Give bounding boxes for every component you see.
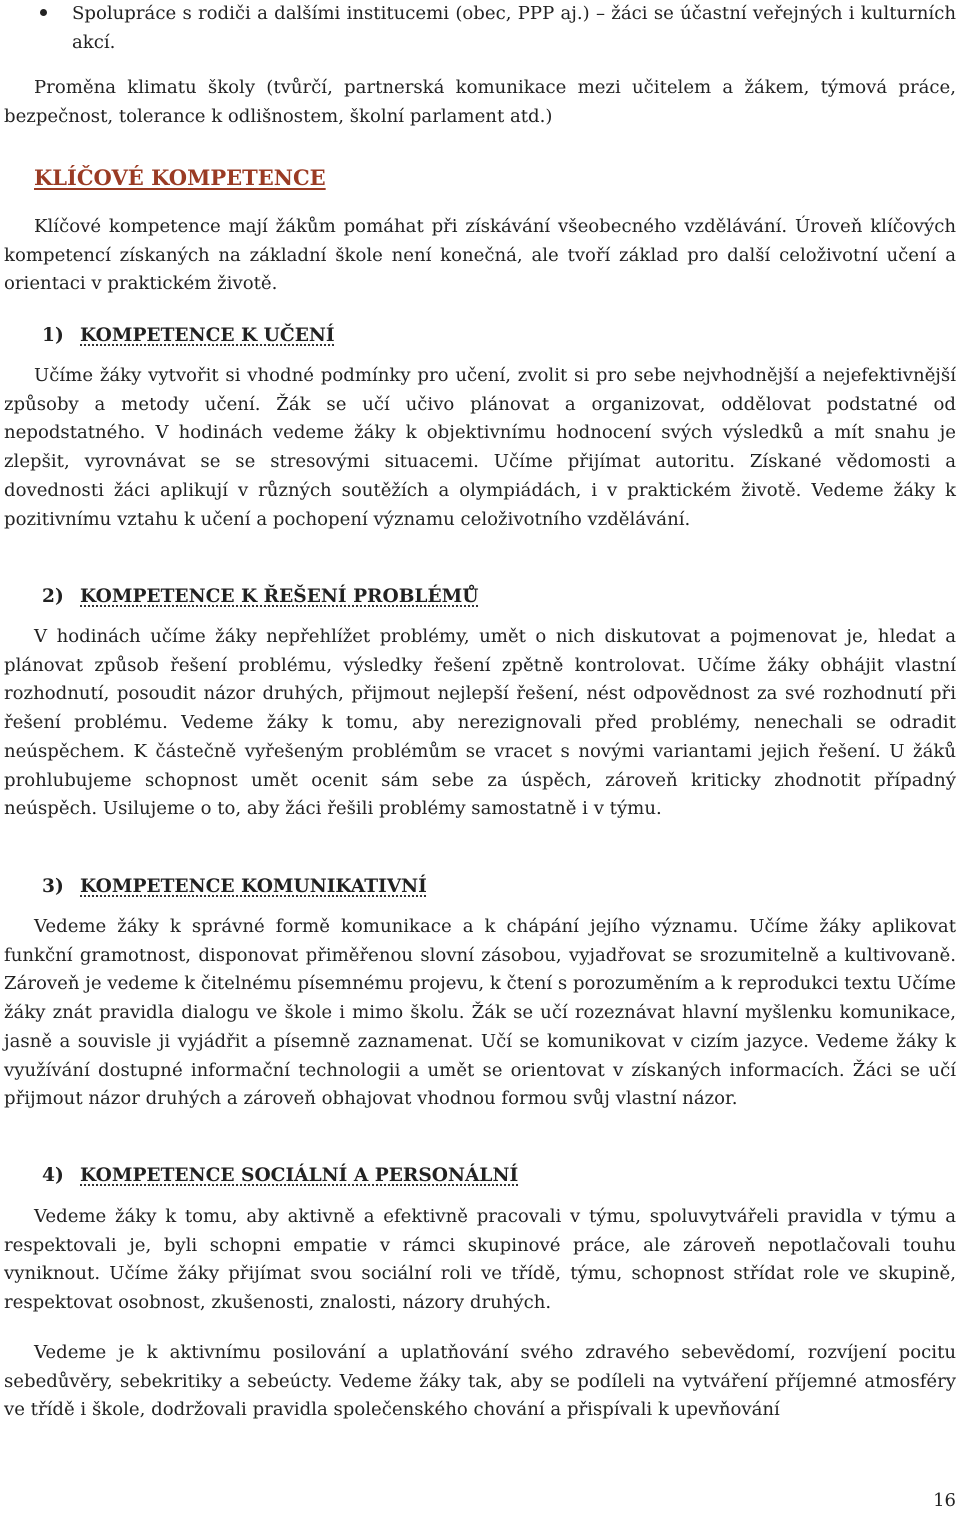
section-title: KOMPETENCE SOCIÁLNÍ A PERSONÁLNÍ — [80, 1165, 519, 1186]
section-heading-3 — [42, 873, 427, 901]
climate-paragraph — [4, 74, 956, 131]
section-heading-1 — [42, 322, 335, 350]
section-title: KOMPETENCE KOMUNIKATIVNÍ — [80, 876, 427, 897]
bullet-text: Spolupráce s rodiči a dalšími institucemi (obec, PPP aj.) – žáci se účastní veřejných i kulturních akcí. — [72, 3, 956, 53]
section-paragraph-text: Vedeme žáky k správné formě komunikace a k chápání jejího významu. Učíme žáky aplikovat funkční gramotnost, disponovat přiměřenou slovní zásobou, vyjadřovat se srozumitelně a kultivovaně. Zároveň je vedeme k čitelnému písemnému projevu, k čtení s porozuměním a k reprodukci textu Učíme žáky znát pravidla dialogu ve škole i mimo školu. Žák se učí rozeznávat hlavní myšlenku komunikace, jasně a souvisle ji vyjádřit a písemně zaznamenat. Učí se komunikovat v cizím jazyce. Vedeme žáky k využívání dostupné informační technologii a umět se orientovat v získaných informacích. Žáci se učí přijmout názor druhých a zároveň obhajovat vhodnou formou svůj vlastní názor. — [4, 916, 956, 1110]
climate-paragraph-text: Proměna klimatu školy (tvůrčí, partnerská komunikace mezi učitelem a žákem, týmová práce, bezpečnost, tolerance k odlišnostem, školní parlament atd.) — [4, 77, 956, 127]
section-number: 2) — [42, 586, 64, 607]
section-4-paragraph-2 — [4, 1339, 956, 1425]
section-number: 1) — [42, 325, 64, 346]
section-paragraph-text: Učíme žáky vytvořit si vhodné podmínky pro učení, zvolit si pro sebe nejvhodnější a nejefektivnější způsoby a metody učení. Žák se učí učivo plánovat a organizovat, oddělovat podstatné od nepodstatného. V hodinách vedeme žáky k objektivnímu hodnocení svých výsledků a mít snahu je zlepšit, vyrovnávat se se stresovými situacemi. Učíme přijímat autoritu. Získané vědomosti a dovednosti žáci aplikují v různých soutěžích a olympiádách, i v praktickém životě. Vedeme žáky k pozitivnímu vztahu k učení a pochopení významu celoživotního vzdělávání. — [4, 365, 956, 530]
bullet-point-icon — [40, 9, 47, 16]
section-paragraph-text: V hodinách učíme žáky nepřehlížet problémy, umět o nich diskutovat a pojmenovat je, hledat a plánovat způsob řešení problému, výsledky řešení zpětně kontrolovat. Učíme žáky obhájit vlastní rozhodnutí, posoudit názor druhých, přijmout nejlepší řešení, nést odpovědnost za své rozhodnutí při řešení problému. Vedeme žáky k tomu, aby nerezignovali před problémy, nenechali se odradit neúspěchem. K částečně vyřešeným problémům se vracet s novými variantami jejich řešení. U žáků prohlubujeme schopnost umět ocenit sám sebe za úspěch, zároveň kriticky zhodnotit případný neúspěch. Usilujeme o to, aby žáci řešili problémy samostatně i v týmu. — [4, 626, 956, 820]
page-number: 16 — [933, 1490, 956, 1511]
main-heading: KLÍČOVÉ KOMPETENCE — [34, 165, 326, 190]
section-paragraph-text: Vedeme žáky k tomu, aby aktivně a efektivně pracovali v týmu, spoluvytvářeli pravidla v týmu a respektovali je, byli schopni empatie v rámci skupinové práce, ale zároveň nepotlačovali touhu vyniknout. Učíme žáky přijímat svou sociální roli ve třídě, týmu, schopnost střídat role ve skupině, respektovat osobnost, zkušenosti, znalosti, názory druhých. — [4, 1206, 956, 1314]
section-3-paragraph — [4, 913, 956, 1114]
bullet-list-item — [72, 0, 956, 57]
section-number: 3) — [42, 876, 64, 897]
section-title: KOMPETENCE K UČENÍ — [80, 325, 335, 346]
intro-paragraph-text: Klíčové kompetence mají žákům pomáhat při získávání všeobecného vzdělávání. Úroveň klíčových kompetencí získaných na základní škole není konečná, ale tvoří základ pro další celoživotní učení a orientaci v praktickém životě. — [4, 216, 956, 295]
section-4-paragraph-1 — [4, 1203, 956, 1318]
section-1-paragraph — [4, 362, 956, 534]
section-heading-4 — [42, 1162, 518, 1190]
section-number: 4) — [42, 1165, 64, 1186]
section-title: KOMPETENCE K ŘEŠENÍ PROBLÉMŮ — [80, 586, 479, 607]
section-heading-2 — [42, 583, 478, 611]
section-paragraph-text: Vedeme je k aktivnímu posilování a uplatňování svého zdravého sebevědomí, rozvíjení pocitu sebedůvěry, sebekritiky a sebeúcty. Vedeme žáky tak, aby se podíleli na vytváření příjemné atmosféry ve třídě i škole, dodržovali pravidla společenského chování a přispívali k upevňování — [4, 1342, 956, 1421]
section-2-paragraph — [4, 623, 956, 824]
intro-paragraph — [4, 213, 956, 299]
